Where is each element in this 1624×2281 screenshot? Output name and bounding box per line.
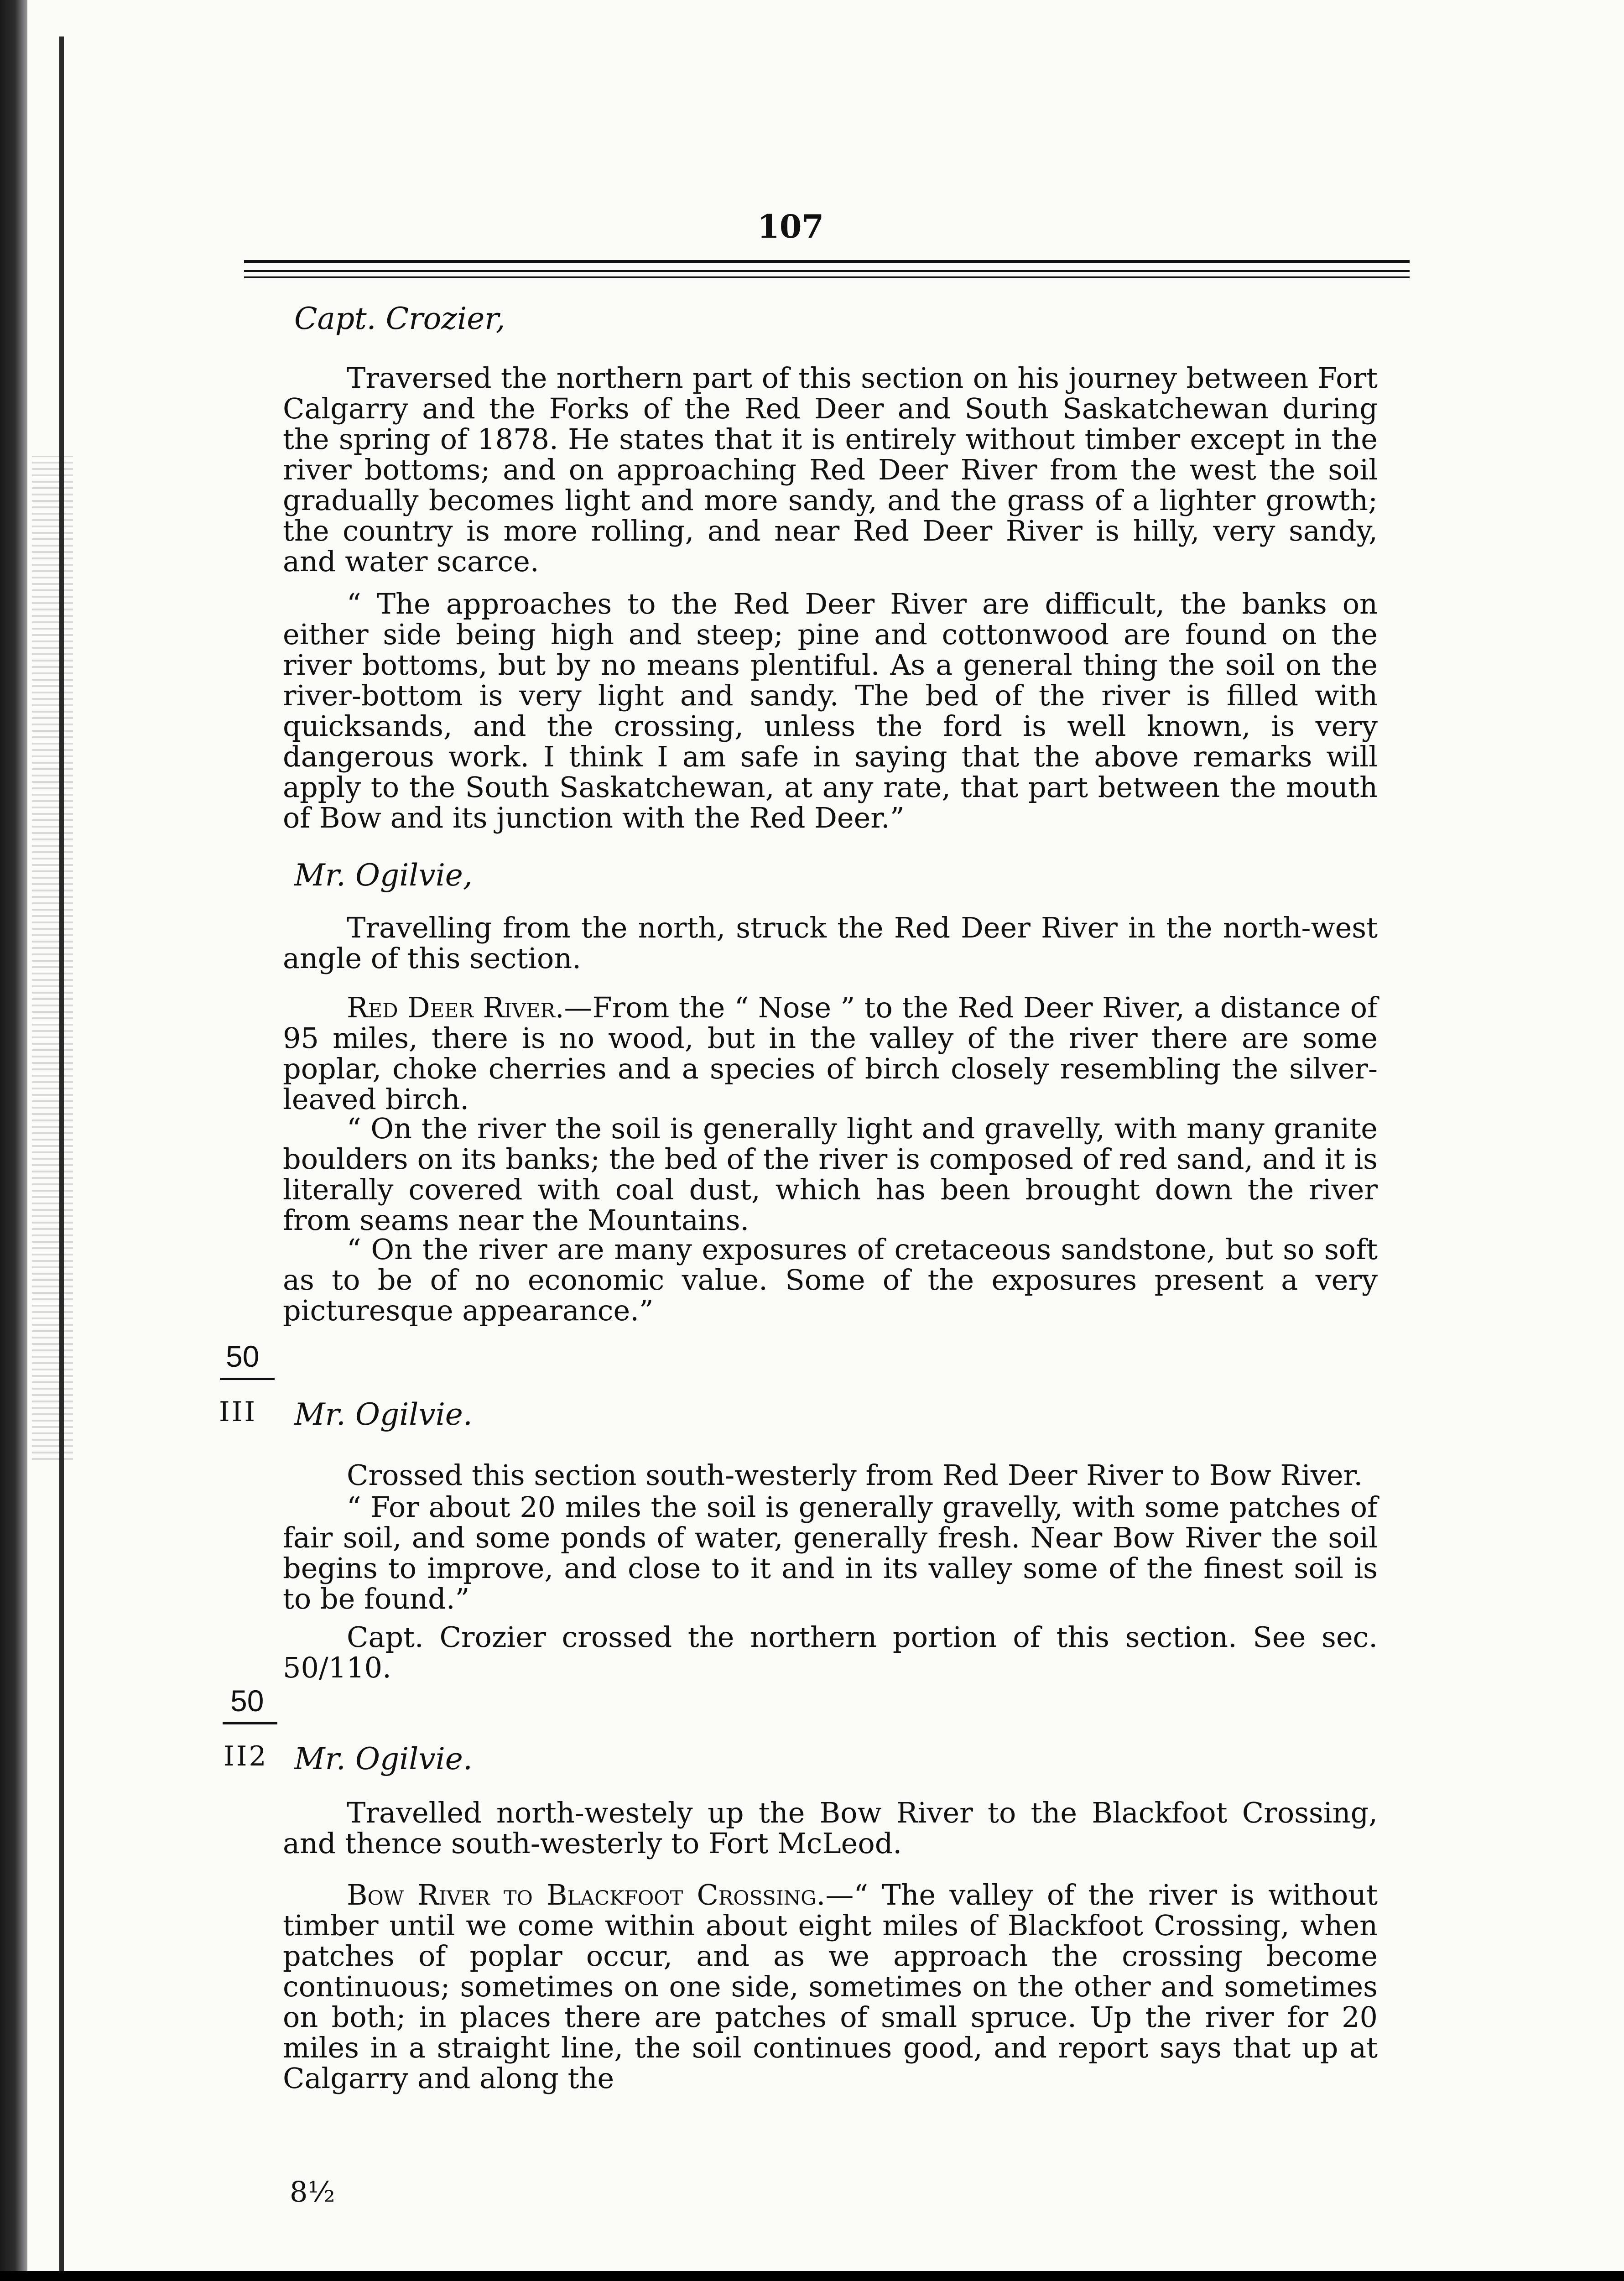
subsection-paragraph bbox=[283, 1880, 1378, 2094]
section-number-numerator: 50 bbox=[230, 1684, 264, 1718]
printer-signature-mark: 8½ bbox=[290, 2175, 335, 2208]
quoted-paragraph: “ On the river the soil is generally light and gravelly, with many granite boulders on its banks; the bed of the river is composed of red sand, and it is literally covered with coal dust, which has been brought down the river from seams near the Mountains. bbox=[283, 1112, 1378, 1237]
section-heading: Mr. Ogilvie, bbox=[294, 858, 473, 893]
section-heading: Capt. Crozier, bbox=[294, 301, 505, 336]
section-heading: Mr. Ogilvie. bbox=[294, 1741, 473, 1776]
subsection-title: Bow River to Blackfoot Crossing. bbox=[347, 1878, 826, 1911]
scan-noise bbox=[32, 456, 73, 1460]
quoted-paragraph: “ For about 20 miles the soil is generally gravelly, with some patches of fair soil, and some ponds of water, generally fresh. Near Bow River the soil begins to improve, and close to it and in its valley some of the finest soil is to be found.” bbox=[283, 1490, 1378, 1615]
header-rule bbox=[244, 260, 1410, 263]
section-number-rule bbox=[223, 1722, 277, 1724]
section-heading: Mr. Ogilvie. bbox=[294, 1397, 473, 1432]
scan-border-bottom bbox=[0, 2271, 1624, 2281]
subsection-paragraph bbox=[283, 992, 1378, 1114]
section-number-denominator: II2 bbox=[224, 1740, 268, 1772]
paragraph: Traversed the northern part of this section on his journey between Fort Calgarry and the Forks of the Red Deer and South Saskatchewan during the spring of 1878. He states that it is entirely without timber except in the river bottoms; and on approaching Red Deer River from the west the soil gradually becomes light and more sandy, and the grass of a lighter growth; the country is more rolling, and near Red Deer River is hilly, very sandy, and water scarce. bbox=[283, 361, 1378, 578]
binding-shadow bbox=[0, 0, 27, 2281]
subsection-title: Red Deer River. bbox=[347, 991, 564, 1024]
subsection-text: —From the “ Nose ” to the Red Deer River, a distance of 95 miles, there is no wood, but in the valley of the river there are some poplar, choke cherries and a species of birch closely resembling the silver-leaved birch. bbox=[283, 991, 1378, 1116]
header-rule bbox=[244, 270, 1410, 272]
quoted-paragraph: “ The approaches to the Red Deer River are difficult, the banks on either side being high and steep; pine and cottonwood are found on the river bottoms, but by no means plentiful. As a general thing the soil on the river-bottom is very light and sandy. The bed of the river is filled with quicksands, and the crossing, unless the ford is well known, is very dangerous work. I think I am safe in saying that the above remarks will apply to the South Saskatchewan, at any rate, that part between the mouth of Bow and its junction with the Red Deer.” bbox=[283, 587, 1378, 834]
header-rule bbox=[244, 276, 1410, 278]
section-number-denominator: III bbox=[219, 1396, 257, 1428]
margin-rule-line bbox=[59, 36, 64, 2272]
paragraph: Travelled north-westely up the Bow River to the Blackfoot Crossing, and thence south-westerly to Fort McLeod. bbox=[283, 1796, 1378, 1860]
paragraph: Crossed this section south-westerly from Red Deer River to Bow River. bbox=[347, 1458, 1363, 1492]
cross-reference: Capt. Crozier crossed the northern portion of this section. See sec. 50/110. bbox=[283, 1620, 1378, 1684]
section-number-rule bbox=[220, 1378, 275, 1380]
quoted-paragraph: “ On the river are many exposures of cretaceous sandstone, but so soft as to be of no economic value. Some of the exposures present a very picturesque appearance.” bbox=[283, 1233, 1378, 1327]
page-number: 107 bbox=[757, 208, 824, 245]
section-number-numerator: 50 bbox=[226, 1339, 260, 1373]
paragraph: Travelling from the north, struck the Red Deer River in the north-west angle of this section. bbox=[283, 911, 1378, 975]
subsection-text: —“ The valley of the river is without timber until we come within about eight miles of Blackfoot Crossing, when patches of poplar occur, and as we approach the crossing become continuous; sometimes on one side, sometimes on the other and sometimes on both; in places there are patches of small spruce. Up the river for 20 miles in a straight line, the soil continues good, and report says that up at Calgarry and along the bbox=[283, 1878, 1378, 2095]
